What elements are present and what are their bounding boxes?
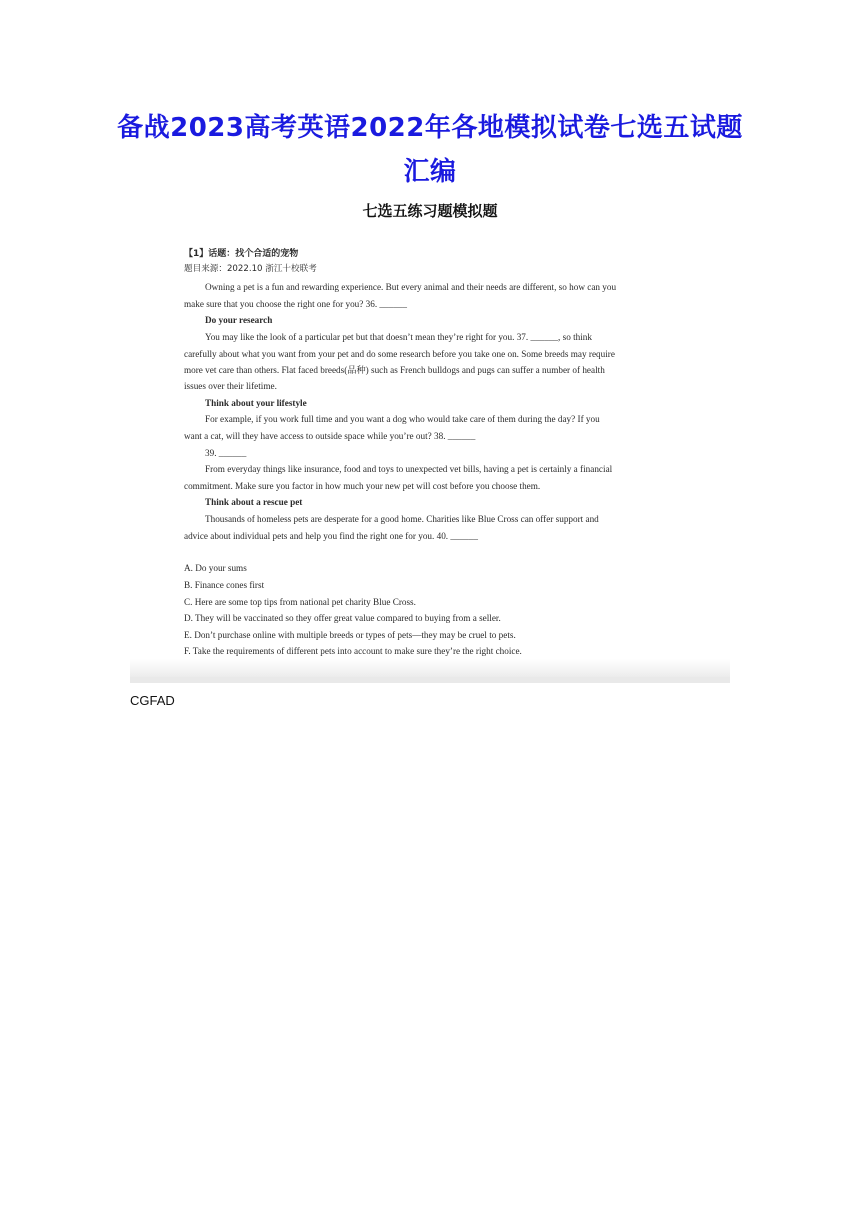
section-heading: Think about a rescue pet <box>205 497 303 507</box>
option-item: D. They will be vaccinated so they offer great value compared to buying from a seller. <box>184 613 501 623</box>
paragraph-line: You may like the look of a particular pet but that doesn’t mean they’re right for you. 37. ______, so think <box>205 332 592 342</box>
document-title-line-1: 备战2023高考英语2022年各地模拟试卷七选五试题 <box>117 113 743 143</box>
scan-bottom-shadow <box>130 659 730 677</box>
paragraph-line: From everyday things like insurance, food and toys to unexpected vet bills, having a pet is certainly a financial <box>205 464 613 474</box>
paragraph-line: issues over their lifetime. <box>184 381 277 391</box>
paragraph-line: commitment. Make sure you factor in how much your new pet will cost before you choose them. <box>184 481 541 491</box>
paragraph-line: make sure that you choose the right one for you? 36. ______ <box>184 299 407 309</box>
paragraph-line: carefully about what you want from your pet and do some research before you take one on. Some breeds may require <box>184 349 615 359</box>
exercise-source: 题目来源：2022.10 浙江十校联考 <box>184 264 317 274</box>
document-title-line-2: 汇编 <box>403 157 457 187</box>
option-item: B. Finance cones first <box>184 580 265 590</box>
answer-key: CGFAD <box>130 693 175 708</box>
option-item: C. Here are some top tips from national pet charity Blue Cross. <box>184 597 416 607</box>
paragraph-line: advice about individual pets and help you find the right one for you. 40. ______ <box>184 531 478 541</box>
option-item: E. Don’t purchase online with multiple breeds or types of pets—they may be cruel to pets. <box>184 630 516 640</box>
exercise-scan-image <box>130 236 730 683</box>
paragraph-line: Thousands of homeless pets are desperate for a good home. Charities like Blue Cross can offer support and <box>205 514 599 524</box>
option-item: A. Do your sums <box>184 563 247 573</box>
paragraph-line: 39. ______ <box>205 448 247 458</box>
paragraph-line: For example, if you work full time and you want a dog who would take care of them during the day? If you <box>205 414 600 424</box>
section-heading: Think about your lifestyle <box>205 398 307 408</box>
exercise-topic: 【1】话题：找个合适的宠物 <box>184 249 299 259</box>
section-heading: Do your research <box>205 315 273 325</box>
option-item: F. Take the requirements of different pets into account to make sure they’re the right choice. <box>184 646 522 656</box>
paragraph-line: want a cat, will they have access to outside space while you’re out? 38. ______ <box>184 431 476 441</box>
paragraph-line: more vet care than others. Flat faced breeds(品种) such as French bulldogs and pugs can suffer a number of health <box>184 365 605 375</box>
paragraph-line: Owning a pet is a fun and rewarding experience. But every animal and their needs are different, so how can you <box>205 282 617 292</box>
document-subtitle: 七选五练习题模拟题 <box>362 202 498 220</box>
